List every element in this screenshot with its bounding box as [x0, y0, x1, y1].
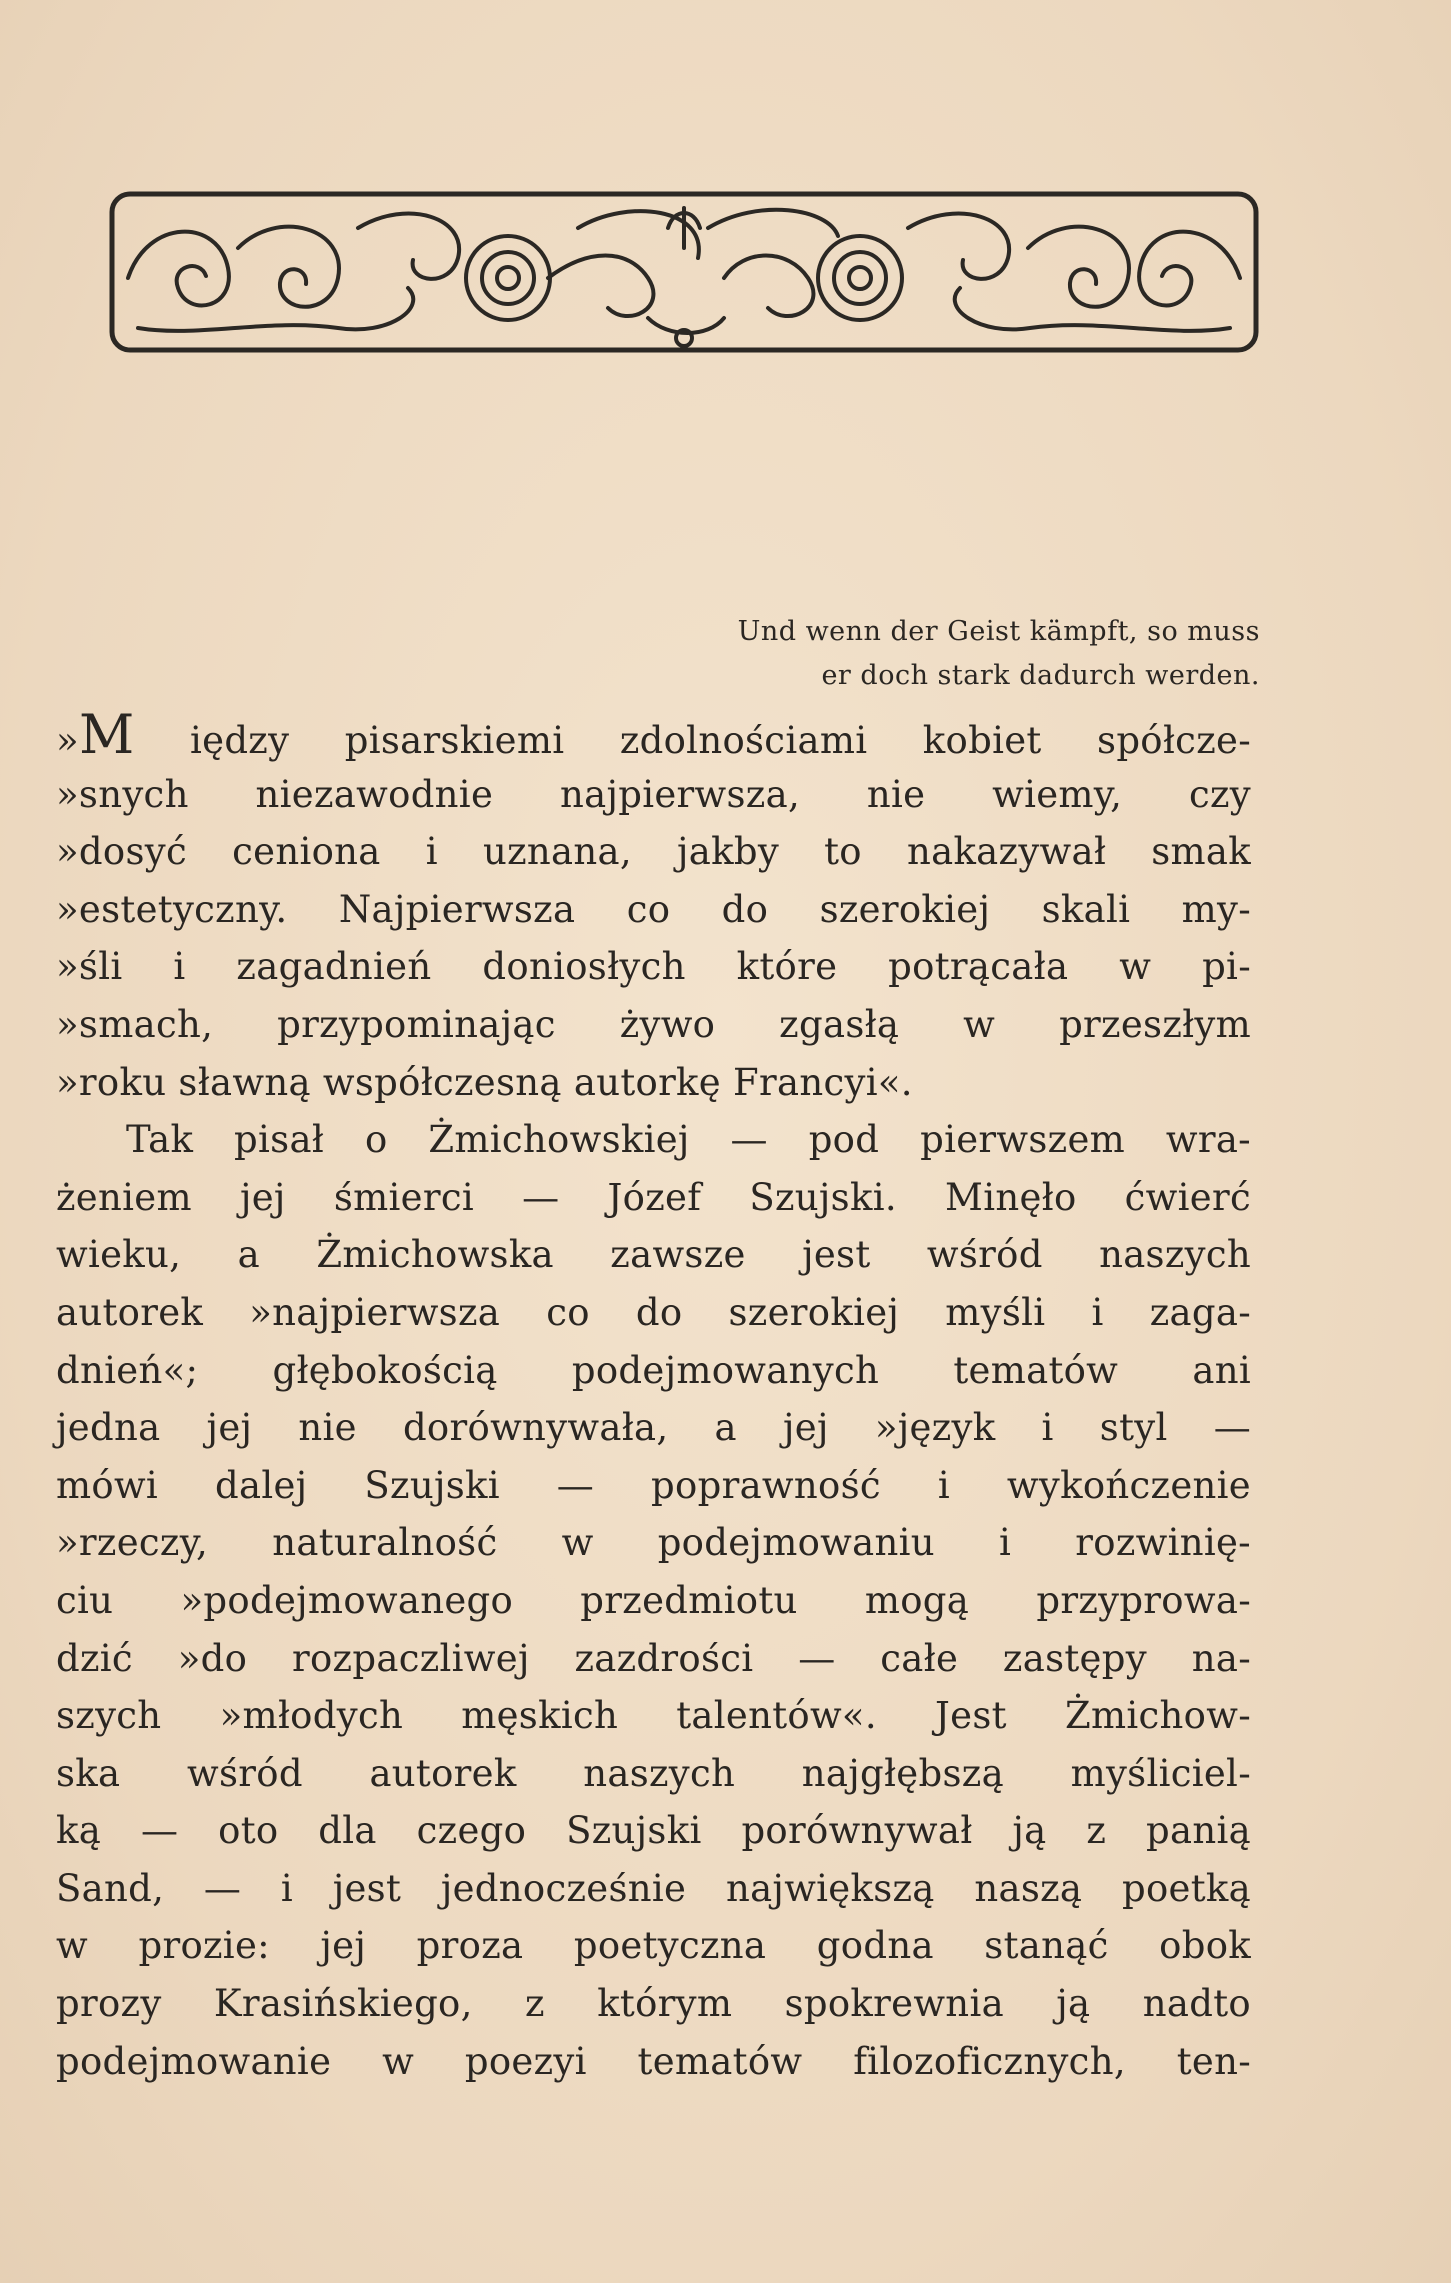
paragraph-line: Sand, — i jest jednocześnie największą naszą poetką — [56, 1866, 1251, 1910]
drop-cap: M — [78, 703, 135, 766]
paragraph-line: wieku, a Żmichowska zawsze jest wśród naszych — [56, 1233, 1251, 1277]
paragraph-line: »estetyczny. Najpierwsza co do szerokiej skali my- — [56, 887, 1251, 931]
epigraph — [560, 610, 1260, 698]
paragraph-line: »snych niezawodnie najpierwsza, nie wiemy, czy — [56, 772, 1251, 816]
paragraph-line: w prozie: jej proza poetyczna godna stanąć obok — [56, 1924, 1251, 1968]
paragraph-line: ska wśród autorek naszych najgłębszą myśliciel- — [56, 1751, 1251, 1795]
paragraph-line: prozy Krasińskiego, z którym spokrewnia ją nadto — [56, 1982, 1251, 2026]
paragraph-line: podejmowanie w poezyi tematów filozoficznych, ten- — [56, 2039, 1251, 2083]
paragraph-line: dnień«; głębokością podejmowanych tematów ani — [56, 1348, 1251, 1392]
opening-quote: » — [56, 719, 79, 762]
paragraph-line: »rzeczy, naturalność w podejmowaniu i rozwinię- — [56, 1521, 1251, 1565]
body-text — [56, 703, 1251, 2090]
paragraph-line: żeniem jej śmierci — Józef Szujski. Minęło ćwierć — [56, 1175, 1251, 1219]
line-text: iędzy pisarskiemi zdolnościami kobiet spółcze- — [134, 719, 1251, 762]
paragraph-line: autorek »najpierwsza co do szerokiej myśli i zaga- — [56, 1290, 1251, 1334]
paragraph-line: szych »młodych męskich talentów«. Jest Żmichow- — [56, 1694, 1251, 1738]
paragraph-line: ką — oto dla czego Szujski porównywał ją z panią — [56, 1809, 1251, 1853]
paragraph-line: jedna jej nie dorównywała, a jej »język i styl — — [56, 1406, 1251, 1450]
paragraph-line: »smach, przypominając żywo zgasłą w przeszłym — [56, 1002, 1251, 1046]
paragraph-line: »dosyć ceniona i uznana, jakby to nakazywał smak — [56, 830, 1251, 874]
paragraph-line: »roku sławną współczesną autorkę Francyi«. — [56, 1060, 913, 1104]
paragraph-line — [56, 703, 1251, 766]
paragraph-line: dzić »do rozpaczliwej zazdrości — całe zastępy na- — [56, 1636, 1251, 1680]
paragraph-line: ciu »podejmowanego przedmiotu mogą przyprowa- — [56, 1578, 1251, 1622]
paragraph-line: Tak pisał o Żmichowskiej — pod pierwszem wra- — [126, 1118, 1251, 1162]
paragraph-line: »śli i zagadnień doniosłych które potrącała w pi- — [56, 945, 1251, 989]
epigraph-line: Und wenn der Geist kämpft, so muss — [737, 616, 1260, 647]
epigraph-line: er doch stark dadurch werden. — [821, 660, 1260, 691]
paragraph-line: mówi dalej Szujski — poprawność i wykończenie — [56, 1463, 1251, 1507]
floral-scroll-headpiece-icon — [108, 188, 1260, 358]
